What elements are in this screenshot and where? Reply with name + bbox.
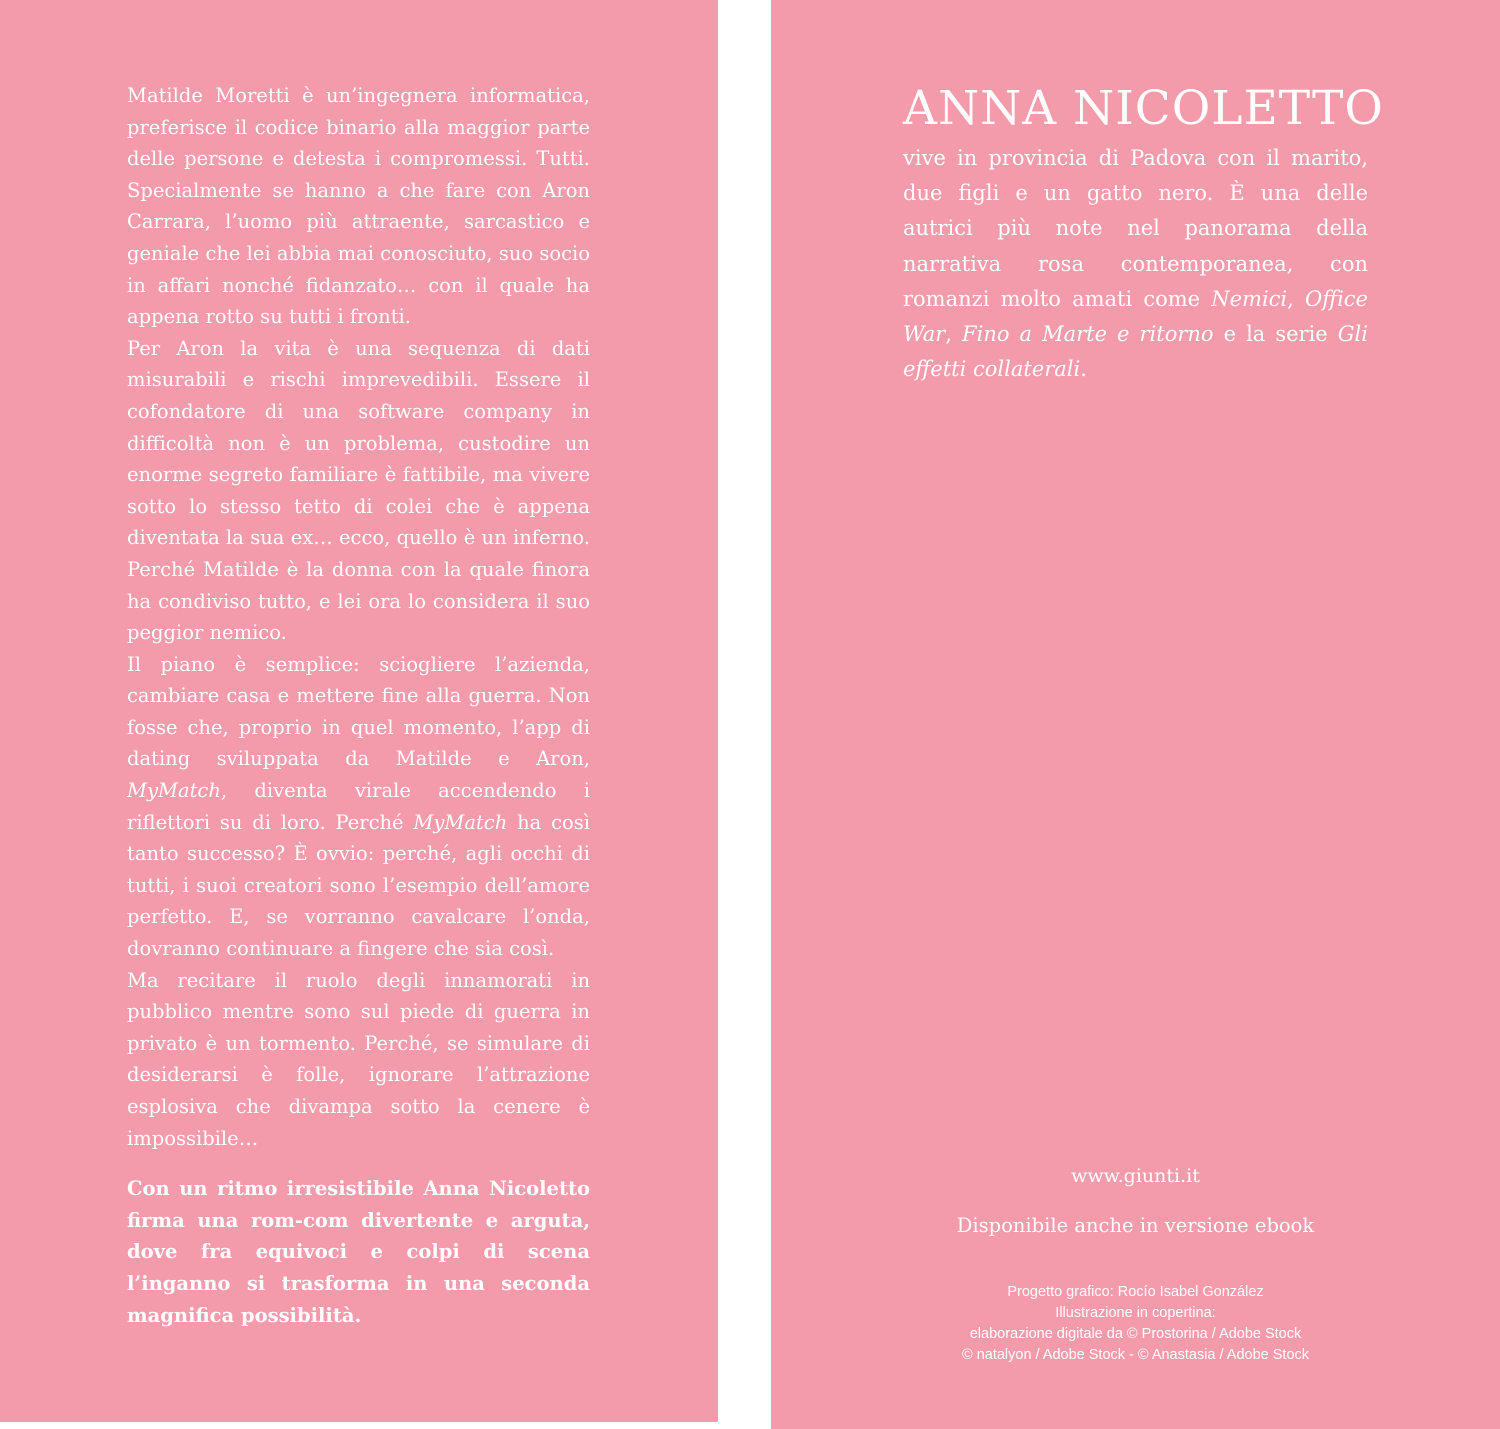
author-bio: vive in provincia di Padova con il marito, due figli e un gatto nero. È una delle autrici più note nel panorama della narrativa rosa contemporanea, con romanzi molto amati come Nemici, Office War, Fino a Marte e ritorno e la serie Gli effetti collaterali.: [903, 146, 1368, 382]
synopsis-paragraph-2: Per Aron la vita è una sequenza di dati misurabili e rischi imprevedibili. Essere il cofondatore di una software company in difficoltà non è un problema, custodire un enorme segreto familiare è fattibile, ma vivere sotto lo stesso tetto di colei che è appena diventata la sua ex… ecco, quello è un inferno. Perché Matilde è la donna con la quale finora ha condiviso tutto, e lei ora lo considera il suo peggior nemico.: [127, 336, 590, 645]
author-flap: [771, 0, 1500, 1429]
italic-title: Nemici: [1211, 286, 1288, 311]
credit-line: elaborazione digitale da © Prostorina / Adobe Stock: [969, 1326, 1302, 1342]
credit-line: © natalyon / Adobe Stock - © Anastasia / Adobe Stock: [961, 1347, 1310, 1363]
italic-title: Fino a Marte e ritorno: [962, 322, 1214, 347]
italic-title: MyMatch: [127, 779, 221, 803]
synopsis-paragraph-4: Ma recitare il ruolo degli innamorati in pubblico mentre sono sul piede di guerra in privato è un tormento. Perché, se simulare di desiderarsi è folle, ignorare l’attrazione esplosiva che divampa sotto la cenere è impossibile…: [127, 968, 590, 1150]
back-flap: [0, 0, 718, 1422]
italic-title: Gli effetti collaterali: [903, 322, 1368, 382]
ebook-availability: Disponibile anche in versione ebook: [956, 1214, 1315, 1237]
design-credits: [771, 1282, 1500, 1366]
synopsis-paragraph-3: Il piano è semplice: sciogliere l’azienda, cambiare casa e mettere fine alla guerra. Non fosse che, proprio in quel momento, l’app di dating sviluppata da Matilde e Aron, MyMatch, diventa virale accendendo i riflettori su di loro. Perché MyMatch ha così tanto successo? È ovvio: perché, agli occhi di tutti, i suoi creatori sono l’esempio dell’amore perfetto. E, se vorranno cavalcare l’onda, dovranno continuare a fingere che sia così.: [127, 652, 590, 961]
author-name: ANNA NICOLETTO: [903, 81, 1384, 136]
italic-title: Office War: [903, 286, 1368, 347]
credit-line: Illustrazione in copertina:: [1055, 1305, 1216, 1321]
closing-statement: Con un ritmo irresistibile Anna Nicoletto firma una rom-com divertente e arguta, dove fra equivoci e colpi di scena l’inganno si trasforma in una seconda magnifica possibilità.: [127, 1177, 590, 1327]
synopsis-text: [127, 80, 590, 1331]
synopsis-paragraph-1: Matilde Moretti è un’ingegnera informatica, preferisce il codice binario alla maggior parte delle persone e detesta i compromessi. Tutti. Specialmente se hanno a che fare con Aron Carrara, l’uomo più attraente, sarcastico e geniale che lei abbia mai conosciuto, suo socio in affari nonché fidanzato… con il quale ha appena rotto su tutti i fronti.: [127, 84, 590, 329]
italic-title: MyMatch: [413, 810, 508, 834]
publisher-website: www.giunti.it: [1071, 1165, 1200, 1187]
credit-line: Progetto grafico: Rocío Isabel González: [1007, 1284, 1264, 1300]
